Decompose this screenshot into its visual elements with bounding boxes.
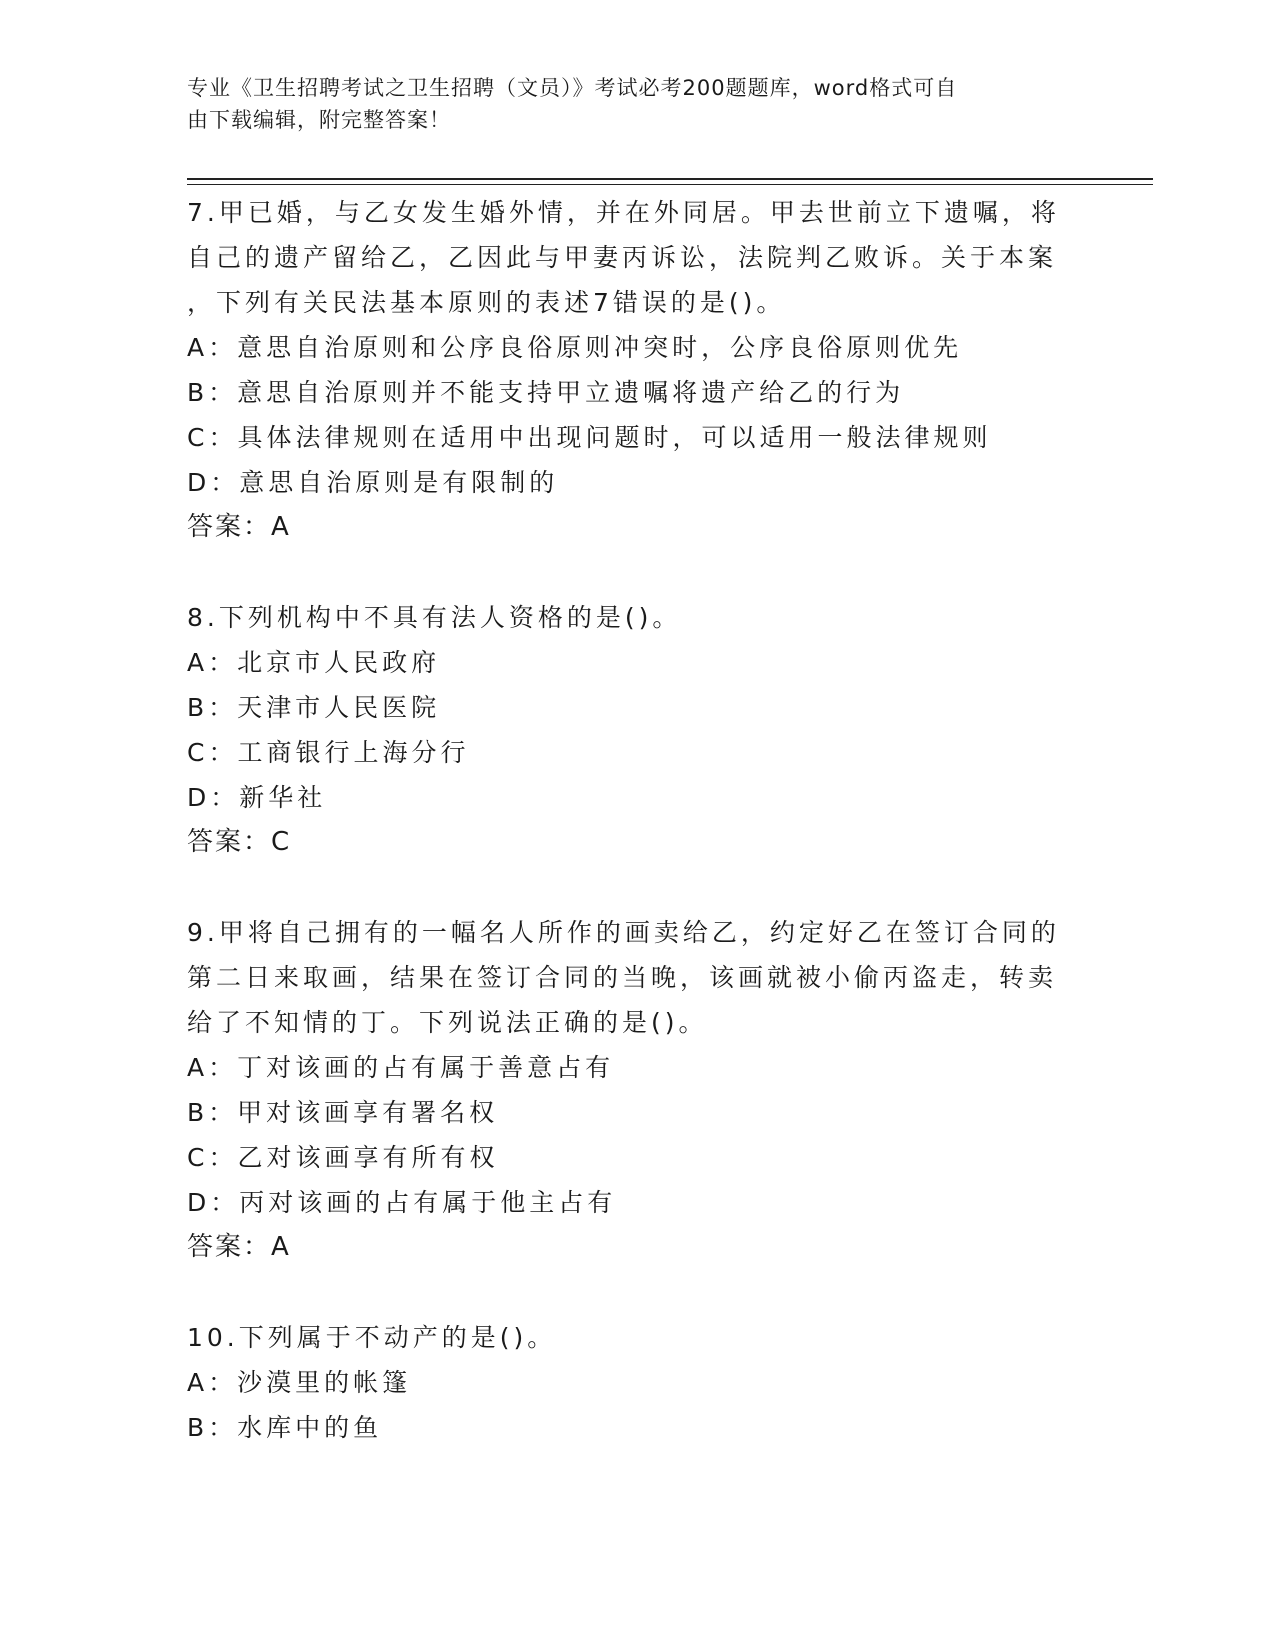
- question-stem: 10.下列属于不动产的是()。: [187, 1323, 557, 1352]
- option-a: A：丁对该画的占有属于善意占有: [187, 1053, 615, 1082]
- question-7: [187, 190, 1087, 550]
- answer: 答案：A: [187, 512, 291, 542]
- spacer: [187, 550, 1087, 595]
- answer: 答案：C: [187, 827, 292, 857]
- question-list: [187, 190, 1087, 1450]
- question-stem: 7.甲已婚，与乙女发生婚外情，并在外同居。甲去世前立下遗嘱，将: [187, 198, 1060, 227]
- header-divider: [187, 178, 1153, 180]
- option-a: A：意思自治原则和公序良俗原则冲突时，公序良俗原则优先: [187, 333, 963, 362]
- header-line: 专业《卫生招聘考试之卫生招聘（文员）》考试必考200题题库，word格式可自: [187, 76, 958, 100]
- question-stem: 给了不知情的丁。下列说法正确的是()。: [187, 1008, 708, 1037]
- question-stem: ，下列有关民法基本原则的表述7错误的是()。: [187, 288, 786, 317]
- option-d: D：意思自治原则是有限制的: [187, 468, 559, 497]
- option-b: B：意思自治原则并不能支持甲立遗嘱将遗产给乙的行为: [187, 378, 905, 407]
- question-stem: 自己的遗产留给乙，乙因此与甲妻丙诉讼，法院判乙败诉。关于本案: [187, 243, 1058, 272]
- question-9: [187, 910, 1087, 1270]
- header-divider-thin: [187, 184, 1153, 185]
- option-a: A：沙漠里的帐篷: [187, 1368, 412, 1397]
- option-d: D：新华社: [187, 783, 327, 812]
- option-b: B：天津市人民医院: [187, 693, 441, 722]
- question-10: [187, 1315, 1087, 1450]
- option-b: B：甲对该画享有署名权: [187, 1098, 499, 1127]
- option-c: C：工商银行上海分行: [187, 738, 470, 767]
- spacer: [187, 1270, 1087, 1315]
- question-stem: 第二日来取画，结果在签订合同的当晚，该画就被小偷丙盗走，转卖: [187, 963, 1058, 992]
- question-8: [187, 595, 1087, 865]
- option-d: D：丙对该画的占有属于他主占有: [187, 1188, 617, 1217]
- question-stem: 9.甲将自己拥有的一幅名人所作的画卖给乙，约定好乙在签订合同的: [187, 918, 1060, 947]
- spacer: [187, 865, 1087, 910]
- answer: 答案：A: [187, 1232, 291, 1262]
- option-a: A：北京市人民政府: [187, 648, 441, 677]
- option-b: B：水库中的鱼: [187, 1413, 383, 1442]
- document-header: [187, 72, 1067, 136]
- option-c: C：乙对该画享有所有权: [187, 1143, 499, 1172]
- header-line: 由下载编辑，附完整答案！: [187, 108, 451, 132]
- option-c: C：具体法律规则在适用中出现问题时，可以适用一般法律规则: [187, 423, 992, 452]
- question-stem: 8.下列机构中不具有法人资格的是()。: [187, 603, 682, 632]
